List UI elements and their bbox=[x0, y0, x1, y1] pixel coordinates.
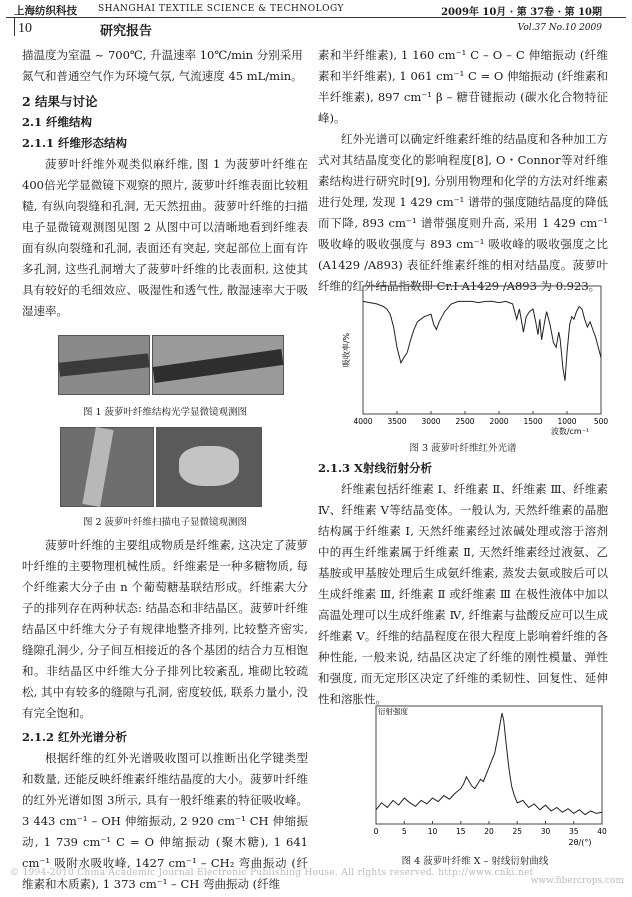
figure-2-photo-a bbox=[60, 427, 154, 507]
ir-x-ticks bbox=[353, 411, 608, 426]
heading-results: 2 结果与讨论 bbox=[22, 94, 98, 109]
section-label: 研究报告 bbox=[100, 24, 153, 39]
ir-tick-label: 2500 bbox=[455, 417, 475, 426]
heading-morphology: 2.1.1 纤维形态结构 bbox=[22, 136, 128, 150]
ir-tick-label: 3000 bbox=[421, 417, 441, 426]
ir-x-axis-label: 波数/cm⁻¹ bbox=[550, 427, 590, 436]
figure-4-xrd-chart bbox=[350, 700, 610, 848]
issue-info: 2009年 10月 · 第 37卷 · 第 10期 bbox=[441, 7, 602, 18]
right-column bbox=[318, 45, 608, 297]
xrd-tick-label: 20 bbox=[484, 827, 494, 836]
intro-line-1: 描温度为室温 ~ 700℃, 升温速率 10℃/min 分别采用 bbox=[22, 48, 303, 62]
paragraph-ir-continued: 素和半纤维素), 1 160 cm⁻¹ C – O – C 伸缩振动 (纤维素和半纤维素), 1 061 cm⁻¹ C = O 伸缩振动 (纤维素和半纤维素), 897 cm⁻¹ β – 糖苷键振动 (碳水化合物特征峰)。 bbox=[318, 48, 608, 125]
ir-plot-frame bbox=[363, 286, 601, 414]
ir-tick-label: 500 bbox=[593, 417, 609, 426]
xrd-tick-label: 5 bbox=[401, 827, 407, 836]
copyright-footer: © 1994-2010 China Academic Journal Electronic Publishing House. All rights reserved. http://www.cnki.net bbox=[10, 868, 534, 878]
figure-3-caption: 图 3 菠萝叶纤维红外光谱 bbox=[409, 443, 517, 454]
figure-3-ir-chart bbox=[335, 282, 615, 437]
ir-tick-label: 3500 bbox=[387, 417, 407, 426]
figure-2-photo-b bbox=[156, 427, 262, 507]
figure-1-caption: 图 1 菠萝叶纤维结构光学显微镜观测图 bbox=[82, 407, 248, 418]
figure-2-caption: 图 2 菠萝叶纤维扫描电子显微镜观测图 bbox=[82, 517, 248, 528]
ir-tick-label: 1000 bbox=[557, 417, 577, 426]
page-number: 10 bbox=[18, 21, 32, 36]
paragraph-ir-crystallinity: 红外光谱可以确定纤维素纤维的结晶度和各种加工方式对其结晶度变化的影响程度[8], O・Connor等对纤维素结构进行研究时[9], 分别用物理和化学的方法对纤维素进行处理, 发现 1 429 cm⁻¹ 谱带的强度随结晶度的降低而下降, 893 cm⁻¹ 谱带强度则升高, 采用 1 429 cm⁻¹ 吸收峰的吸收强度与 893 cm⁻¹ 吸收峰的吸收强度之比 (A1429 /A893) 表征纤维素纤维的相对结晶度。菠萝叶纤维的红外结晶指数即 Cr.I A1429 /A893 为 0.923。 bbox=[318, 132, 608, 293]
xrd-tick-label: 40 bbox=[597, 827, 607, 836]
xrd-tick-label: 35 bbox=[568, 827, 579, 836]
xrd-x-axis-label: 2θ/(°) bbox=[568, 838, 592, 847]
left-column bbox=[22, 45, 308, 322]
xrd-tick-label: 10 bbox=[427, 827, 438, 836]
xrd-y-axis-label: 衍射强度 bbox=[378, 707, 408, 716]
xrd-plot-frame bbox=[376, 706, 602, 824]
heading-xrd: 2.1.3 X射线衍射分析 bbox=[318, 461, 432, 475]
watermark: www.fibercrops.com bbox=[530, 876, 624, 886]
figure-4-caption: 图 4 菠萝叶纤维 X – 射线衍射曲线 bbox=[401, 856, 549, 867]
journal-title-en: SHANGHAI TEXTILE SCIENCE & TECHNOLOGY bbox=[98, 4, 344, 14]
ir-tick-label: 1500 bbox=[523, 417, 543, 426]
heading-ir: 2.1.2 红外光谱分析 bbox=[22, 730, 128, 744]
figure-1-photo-a bbox=[58, 335, 150, 395]
xrd-x-ticks bbox=[374, 821, 607, 836]
paragraph-xrd: 纤维素包括纤维素 Ⅰ、纤维素 Ⅱ、纤维素 Ⅲ、纤维素 Ⅳ、纤维素 Ⅴ等结晶变体。一般认为, 天然纤维素的晶胞结构属于纤维素 Ⅰ, 天然纤维素经过浓碱处理或溶于溶剂中的再生纤维素属于纤维素 Ⅱ, 天然纤维素经过液氨、乙基胺或甲基胺处理后生成氨纤维素, 蒸发去氨或胺后可以生成纤维素 Ⅲ, 纤维素 Ⅱ 或纤维素 Ⅲ 在极性液体中加以高温处理可以生成纤维素 Ⅳ, 纤维素与盐酸反应可以生成纤维素 Ⅴ。纤维的结晶程度在很大程度上影响着纤维的各种性能, 一般来说, 结晶区决定了纤维的刚性模量、弹性和强度, 而无定形区决定了纤维的柔韧性、回复性、延伸性和溶胀性。 bbox=[318, 482, 608, 706]
paragraph-cellulose: 菠萝叶纤维的主要组成物质是纤维素, 这决定了菠萝叶纤维的主要物理机械性质。纤维素是一种多糖物质, 每个纤维素大分子由 n 个葡萄糖基联结形成。纤维素大分子的排列存在两种状态: 结晶态和非结晶区。菠萝叶纤维结晶区中纤维大分子有规律地整齐排列, 比较整齐密实, 缝隙孔洞少, 分子间互相接近的各个基团的结合力互相饱和。非结晶区中纤维大分子排列比较紊乱, 堆砌比较疏松, 其中有较多的缝隙与孔洞, 密度较低, 联系力量小, 没有完全饱和。 bbox=[22, 538, 308, 720]
ir-tick-label: 4000 bbox=[353, 417, 373, 426]
ir-tick-label: 2000 bbox=[489, 417, 509, 426]
xrd-tick-label: 25 bbox=[512, 827, 523, 836]
xrd-tick-label: 0 bbox=[373, 827, 379, 836]
issue-info-en: Vol.37 No.10 2009 bbox=[517, 23, 602, 33]
figure-1-photo-b bbox=[152, 335, 284, 395]
xrd-diffraction-line bbox=[376, 713, 602, 815]
journal-title: 上海纺织科技 bbox=[14, 5, 77, 17]
ir-spectrum-line bbox=[363, 301, 601, 380]
right-column-lower bbox=[318, 458, 608, 710]
intro-line-2: 氮气和普通空气作为环境气氛, 气流速度 45 mL/min。 bbox=[22, 69, 303, 83]
heading-structure: 2.1 纤维结构 bbox=[22, 115, 93, 129]
xrd-tick-label: 15 bbox=[455, 827, 466, 836]
ir-y-axis-label: 吸收率/% bbox=[342, 332, 351, 368]
left-column-lower bbox=[22, 535, 308, 895]
paragraph-morphology: 菠萝叶纤维外观类似麻纤维, 图 1 为菠萝叶纤维在 400倍光学显微镜下观察的照片, 菠萝叶纤维表面比较粗糙, 有纵向裂缝和孔洞, 无天然扭曲。菠萝叶纤维的扫描电子显微镜观测图见图 2 从图中可以清晰地看到纤维表面有纵向裂缝和孔洞, 表面还有突起, 突起部位上面有许多孔洞, 这些孔洞增大了菠萝叶纤维的比表面积, 这使其具有较好的毛细效应、吸湿性和透气性, 散湿速率大于吸湿速率。 bbox=[22, 157, 308, 318]
header-divider bbox=[14, 18, 15, 36]
paragraph-ir: 根据纤维的红外光谱吸收图可以推断出化学键类型和数量, 还能反映纤维素纤维结晶度的大小。菠萝叶纤维的红外光谱如图 3所示, 具有一般纤维素的特征吸收峰。3 443 cm⁻¹ – OH 伸缩振动, 2 920 cm⁻¹ CH 伸缩振动, 1 739 cm⁻¹ C = O 伸缩振动 (聚木糖), 1 641 cm⁻¹ 吸附水吸收峰, 1427 cm⁻¹ – CH₂ 弯曲振动 (纤维素和木质素), 1 373 cm⁻¹ – CH 弯曲振动 (纤维 bbox=[22, 751, 308, 891]
xrd-tick-label: 30 bbox=[540, 827, 551, 836]
